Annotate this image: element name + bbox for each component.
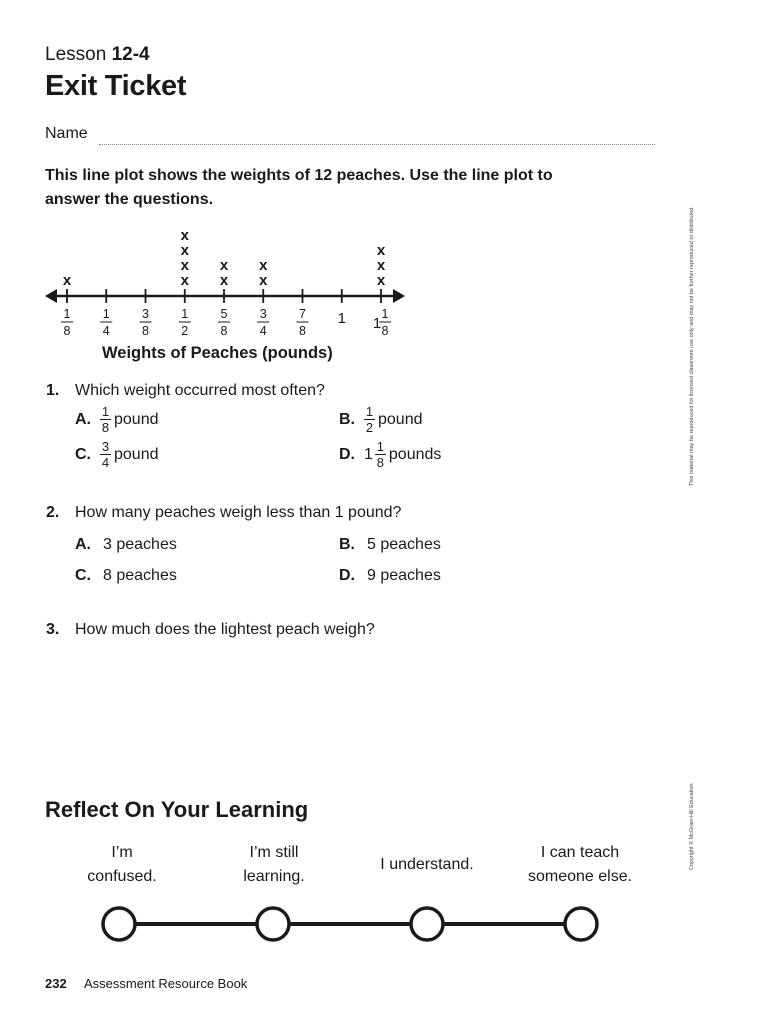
tick-label-denominator: 8: [63, 324, 71, 338]
tick-label-denominator: 4: [259, 324, 267, 338]
option-unit: pound: [378, 410, 423, 428]
tick-label-denominator: 8: [381, 324, 389, 338]
tick-label-numerator: 1: [63, 307, 71, 321]
option-letter: A.: [75, 410, 91, 428]
tick-label-numerator: 7: [299, 307, 306, 321]
peach-weights-line-plot: [40, 222, 410, 346]
lesson-word: Lesson: [45, 44, 107, 65]
option-letter: B.: [339, 536, 355, 553]
option-letter: D.: [339, 567, 355, 584]
label-line: someone else.: [527, 868, 633, 885]
option-text: 8 peaches: [103, 567, 177, 584]
reflect-circle-confused[interactable]: [103, 908, 135, 940]
q1-option-c[interactable]: [75, 440, 159, 469]
question-3-number: 3.: [46, 621, 60, 638]
option-letter: A.: [75, 536, 91, 553]
denominator: 4: [101, 455, 110, 470]
reflect-circle-understand[interactable]: [411, 908, 443, 940]
plot-x-mark: x: [219, 257, 229, 274]
fraction: [100, 405, 111, 434]
label-line: confused.: [87, 868, 157, 885]
name-field-line[interactable]: [99, 144, 655, 145]
lesson-heading: [45, 44, 150, 66]
reflect-label-understand: [362, 853, 492, 877]
tick-label-denominator: 8: [220, 324, 228, 338]
question-1-number: 1.: [46, 382, 60, 399]
option-unit: pound: [114, 445, 159, 463]
axis-arrow-right: [393, 289, 405, 303]
plot-x-mark: x: [62, 272, 72, 289]
page-title: Exit Ticket: [45, 70, 187, 102]
q1-option-a[interactable]: [75, 405, 159, 434]
denominator: 8: [101, 420, 110, 435]
permission-notice: This material may be reproduced for licensed classroom use only and may not be further reproduced or distributed.: [689, 206, 695, 486]
question-3-answer-area[interactable]: [75, 650, 655, 770]
plot-x-mark: x: [180, 242, 189, 259]
tick-label-numerator: 1: [102, 307, 110, 321]
reflect-circle-learning[interactable]: [257, 908, 289, 940]
q1-option-b[interactable]: [339, 405, 423, 434]
plot-x-mark: x: [259, 272, 268, 289]
tick-label: 1: [337, 310, 346, 327]
tick-label-numerator: 3: [259, 307, 267, 321]
option-letter: B.: [339, 410, 355, 428]
copyright-notice: Copyright © McGraw-Hill Education: [689, 783, 695, 870]
numerator: 1: [376, 439, 385, 454]
label-line: I can teach: [540, 844, 620, 861]
lesson-number: 12-4: [111, 44, 150, 65]
q2-option-d[interactable]: [339, 567, 441, 585]
label-line: learning.: [243, 868, 305, 885]
plot-x-mark: x: [180, 272, 189, 289]
q2-option-b[interactable]: [339, 536, 441, 554]
label-line: I’m still: [249, 844, 299, 861]
fraction: [100, 440, 111, 469]
option-letter: C.: [75, 567, 91, 584]
reflect-label-confused: [62, 841, 182, 889]
label-line: I’m: [111, 844, 133, 861]
plot-x-mark: x: [376, 272, 386, 289]
question-1-text: Which weight occurred most often?: [75, 382, 325, 399]
plot-x-mark: x: [376, 242, 386, 259]
question-2-text: How many peaches weigh less than 1 pound?: [75, 504, 402, 521]
page-number: 232: [45, 976, 67, 991]
plot-x-mark: x: [376, 257, 386, 274]
reflect-circle-teach[interactable]: [565, 908, 597, 940]
reflect-title: Reflect On Your Learning: [45, 797, 309, 822]
q2-option-a[interactable]: [75, 536, 177, 554]
book-title: Assessment Resource Book: [84, 976, 248, 991]
fraction: [375, 440, 386, 469]
option-letter: D.: [339, 445, 355, 463]
option-unit: pound: [114, 410, 159, 428]
option-text: 3 peaches: [103, 536, 177, 553]
tick-label-denominator: 8: [299, 324, 306, 338]
plot-x-mark: x: [259, 257, 268, 274]
numerator: 1: [101, 404, 110, 419]
label-line: I understand.: [380, 856, 474, 873]
whole-number: 1: [364, 445, 373, 463]
option-unit: pounds: [388, 445, 442, 463]
option-text: 9 peaches: [367, 567, 441, 584]
axis-arrow-left: [45, 289, 57, 303]
plot-x-mark: x: [180, 227, 189, 244]
plot-x-mark: x: [180, 257, 189, 274]
tick-label-numerator: 1: [181, 307, 189, 321]
tick-label-denominator: 4: [102, 324, 110, 338]
tick-label-numerator: 3: [142, 307, 149, 321]
name-label: Name: [45, 125, 88, 142]
q2-option-c[interactable]: [75, 567, 177, 585]
numerator: 3: [101, 439, 110, 454]
option-text: 5 peaches: [367, 536, 441, 553]
intro-text: This line plot shows the weights of 12 peaches. Use the line plot to answer the questions.: [45, 167, 553, 208]
denominator: 2: [365, 420, 374, 435]
fraction: [364, 405, 375, 434]
reflect-scale: [95, 900, 605, 948]
q1-option-d[interactable]: [339, 440, 441, 469]
tick-label-numerator: 5: [220, 307, 228, 321]
question-3-text: How much does the lightest peach weigh?: [75, 621, 375, 638]
plot-x-mark: x: [219, 272, 229, 289]
option-letter: C.: [75, 445, 91, 463]
numerator: 1: [365, 404, 374, 419]
tick-label-numerator: 1: [381, 307, 389, 321]
denominator: 8: [376, 455, 385, 470]
plot-axis-label: Weights of Peaches (pounds): [102, 344, 333, 362]
question-2-number: 2.: [46, 504, 60, 521]
tick-label-whole: 1: [372, 315, 382, 332]
reflect-label-learning: [214, 841, 334, 889]
reflect-label-teach: [510, 841, 650, 889]
tick-label-denominator: 8: [142, 324, 149, 338]
tick-label-denominator: 2: [181, 324, 189, 338]
